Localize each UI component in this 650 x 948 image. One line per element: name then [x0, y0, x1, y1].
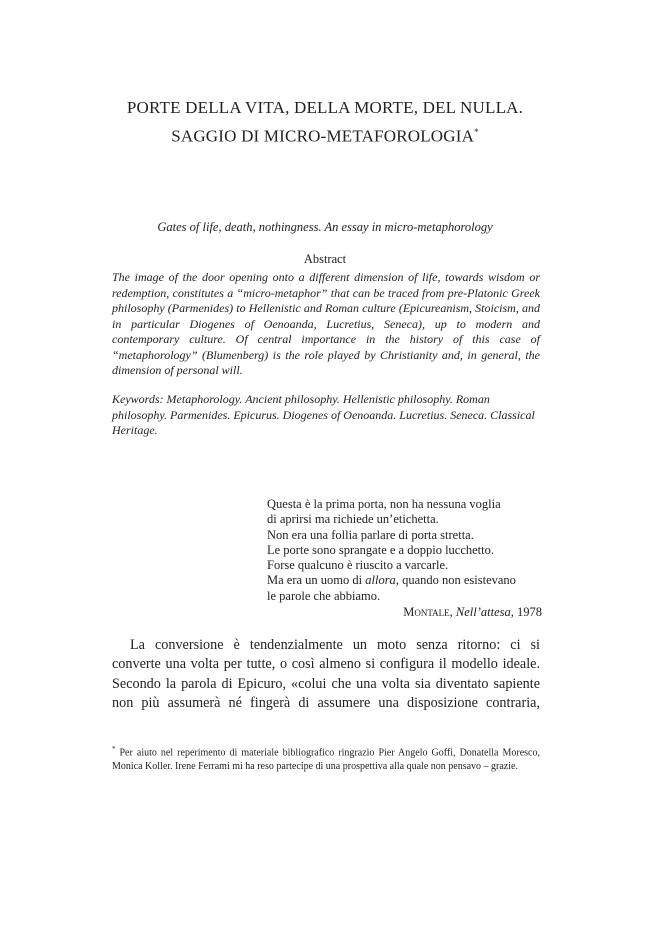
- title-footnote-mark: *: [474, 127, 479, 137]
- footnote-mark: *: [112, 745, 116, 753]
- epigraph-line: di aprirsi ma richiede un’etichetta.: [267, 512, 439, 527]
- keywords: Keywords: Metaphorology. Ancient philosophy. Hellenistic philosophy. Roman philosophy. Parmenides. Epicurus. Diogenes of Oenoanda. Lucretius. Seneca. Classical Heritage.: [112, 392, 535, 437]
- title-line-2: [60, 120, 590, 149]
- epigraph-attribution: Montale, Nell’attesa, 1978: [403, 605, 542, 619]
- footnote-text: Per aiuto nel reperimento di materiale bibliografico ringrazio Pier Angelo Goffi, Donatella Moresco, Monica Koller. Irene Ferrami mi ha reso partecipe di una prospettiva alla quale non pensavo – grazie.: [112, 747, 540, 773]
- body-line: non più assumerà né fingerà di assumere una disposizione contraria,: [112, 695, 540, 712]
- body-line: La conversione è tendenzialmente un moto senza ritorno: ci si: [130, 637, 540, 653]
- article-title: [60, 96, 590, 149]
- title-line-2-text: SAGGIO DI MICRO-METAFOROLOGIA: [171, 126, 475, 146]
- epigraph-line: [267, 573, 547, 588]
- epigraph: [267, 497, 547, 604]
- body-paragraph: [112, 636, 540, 714]
- epigraph-line-6-before: Ma era un uomo di: [267, 573, 366, 588]
- epigraph-year: , 1978: [510, 605, 542, 619]
- abstract-body: The image of the door opening onto a different dimension of life, towards wisdom or redemption, constitutes a “micro-metaphor” that can be traced from pre-Platonic Greek philosophy (Parmenides) to Hellenistic and Roman culture (Epicureanism, Stoicism, and in particular Diogenes of Oenoanda, Lucretius, Seneca), up to modern and contemporary culture. Of central importance in the history of this case of “metaphorology” (Blumenberg) is the role played by Christianity and, in general, the dimension of personal will.: [112, 270, 540, 377]
- epigraph-line-6-after: , quando non esistevano: [395, 573, 516, 588]
- title-line-1: PORTE DELLA VITA, DELLA MORTE, DEL NULLA.: [126, 98, 524, 117]
- epigraph-work: Nell’attesa: [455, 605, 511, 619]
- epigraph-line-6-italic: allora: [365, 573, 396, 588]
- body-line: Secondo la parola di Epicuro, «colui che una volta sia diventato sapiente: [112, 675, 540, 692]
- english-title: Gates of life, death, nothingness. An essay in micro-metaphorology: [157, 220, 493, 234]
- abstract-heading: Abstract: [303, 252, 347, 266]
- epigraph-line: Questa è la prima porta, non ha nessuna voglia: [267, 497, 501, 511]
- footnote: [112, 742, 540, 774]
- epigraph-line: Non era una follia parlare di porta stretta.: [267, 527, 474, 542]
- epigraph-author: Montale: [403, 605, 450, 619]
- epigraph-line: Forse qualcuno è riuscito a varcarle.: [267, 558, 449, 573]
- epigraph-line: Le porte sono sprangate e a doppio lucchetto.: [267, 542, 495, 557]
- epigraph-line: le parole che abbiamo.: [267, 588, 381, 603]
- body-line: converte una volta per tutte, o così almeno si configura il modello ideale.: [112, 656, 540, 673]
